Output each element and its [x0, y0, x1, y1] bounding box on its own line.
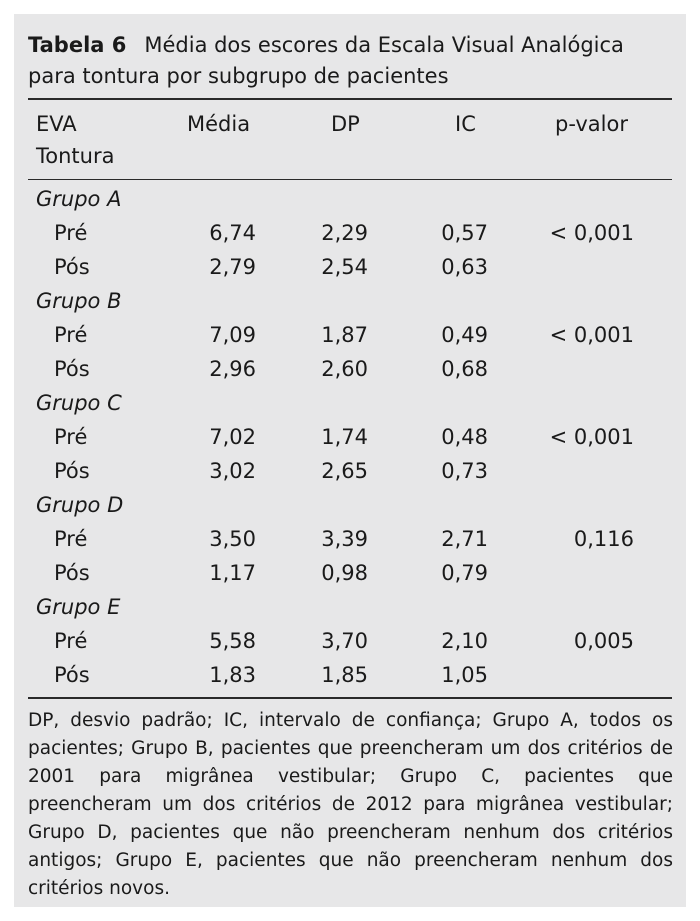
row-label: Pré — [54, 629, 88, 653]
cell-media: 2,79 — [209, 255, 256, 279]
group-label: Grupo E — [36, 595, 121, 619]
cell-ic: 2,10 — [441, 629, 488, 653]
cell-ic: 0,73 — [441, 459, 488, 483]
header-ic: IC — [455, 112, 476, 136]
cell-media: 3,50 — [209, 527, 256, 551]
cell-media: 2,96 — [209, 357, 256, 381]
row-label: Pós — [54, 561, 90, 585]
cell-ic: 0,63 — [441, 255, 488, 279]
row-label: Pós — [54, 459, 90, 483]
cell-dp: 0,98 — [321, 561, 368, 585]
top-rule — [28, 98, 672, 100]
cell-dp: 2,29 — [321, 221, 368, 245]
cell-ic: 2,71 — [441, 527, 488, 551]
bottom-rule — [28, 697, 672, 699]
row-label: Pós — [54, 663, 90, 687]
cell-ic: 1,05 — [441, 663, 488, 687]
group-label: Grupo A — [36, 187, 122, 211]
cell-ic: 0,48 — [441, 425, 488, 449]
cell-media: 6,74 — [209, 221, 256, 245]
cell-media: 7,09 — [209, 323, 256, 347]
group-label: Grupo B — [36, 289, 122, 313]
table-caption — [28, 30, 678, 92]
table-title: Média dos escores da Escala Visual Analógica para tontura por subgrupo de pacientes — [28, 33, 624, 88]
table-label: Tabela 6 — [28, 33, 127, 57]
header-dp: DP — [331, 112, 360, 136]
cell-pvalor: < 0,001 — [549, 425, 634, 449]
group-label: Grupo D — [36, 493, 124, 517]
cell-ic: 0,57 — [441, 221, 488, 245]
header-pvalor: p-valor — [555, 112, 628, 136]
cell-ic: 0,68 — [441, 357, 488, 381]
cell-dp: 1,85 — [321, 663, 368, 687]
cell-dp: 2,65 — [321, 459, 368, 483]
cell-pvalor: 0,005 — [573, 629, 634, 653]
table-footnote: DP, desvio padrão; IC, intervalo de confiança; Grupo A, todos os pacientes; Grupo B, pacientes que preencheram um dos critérios de 2001 para migrânea vestibular; Grupo C, pacientes que preencheram um dos critérios de 2012 para migrânea vestibular; Grupo D, pacientes que não preencheram nenhum dos critérios antigos; Grupo E, pacientes que não preencheram nenhum dos critérios novos. — [28, 710, 673, 899]
cell-ic: 0,79 — [441, 561, 488, 585]
cell-media: 7,02 — [209, 425, 256, 449]
cell-media: 5,58 — [209, 629, 256, 653]
header-tontura: Tontura — [36, 144, 115, 168]
cell-dp: 3,70 — [321, 629, 368, 653]
cell-pvalor: < 0,001 — [549, 221, 634, 245]
cell-dp: 3,39 — [321, 527, 368, 551]
cell-dp: 1,74 — [321, 425, 368, 449]
cell-media: 3,02 — [209, 459, 256, 483]
cell-pvalor: < 0,001 — [549, 323, 634, 347]
group-label: Grupo C — [36, 391, 122, 415]
row-label: Pré — [54, 527, 88, 551]
table-panel — [14, 14, 686, 907]
row-label: Pós — [54, 357, 90, 381]
cell-ic: 0,49 — [441, 323, 488, 347]
cell-media: 1,83 — [209, 663, 256, 687]
row-label: Pré — [54, 425, 88, 449]
row-label: Pré — [54, 323, 88, 347]
cell-pvalor: 0,116 — [573, 527, 634, 551]
cell-dp: 2,60 — [321, 357, 368, 381]
header-eva: EVA — [36, 112, 77, 136]
row-label: Pós — [54, 255, 90, 279]
row-label: Pré — [54, 221, 88, 245]
header-rule — [28, 179, 672, 180]
header-media: Média — [187, 112, 251, 136]
cell-dp: 2,54 — [321, 255, 368, 279]
cell-media: 1,17 — [209, 561, 256, 585]
cell-dp: 1,87 — [321, 323, 368, 347]
